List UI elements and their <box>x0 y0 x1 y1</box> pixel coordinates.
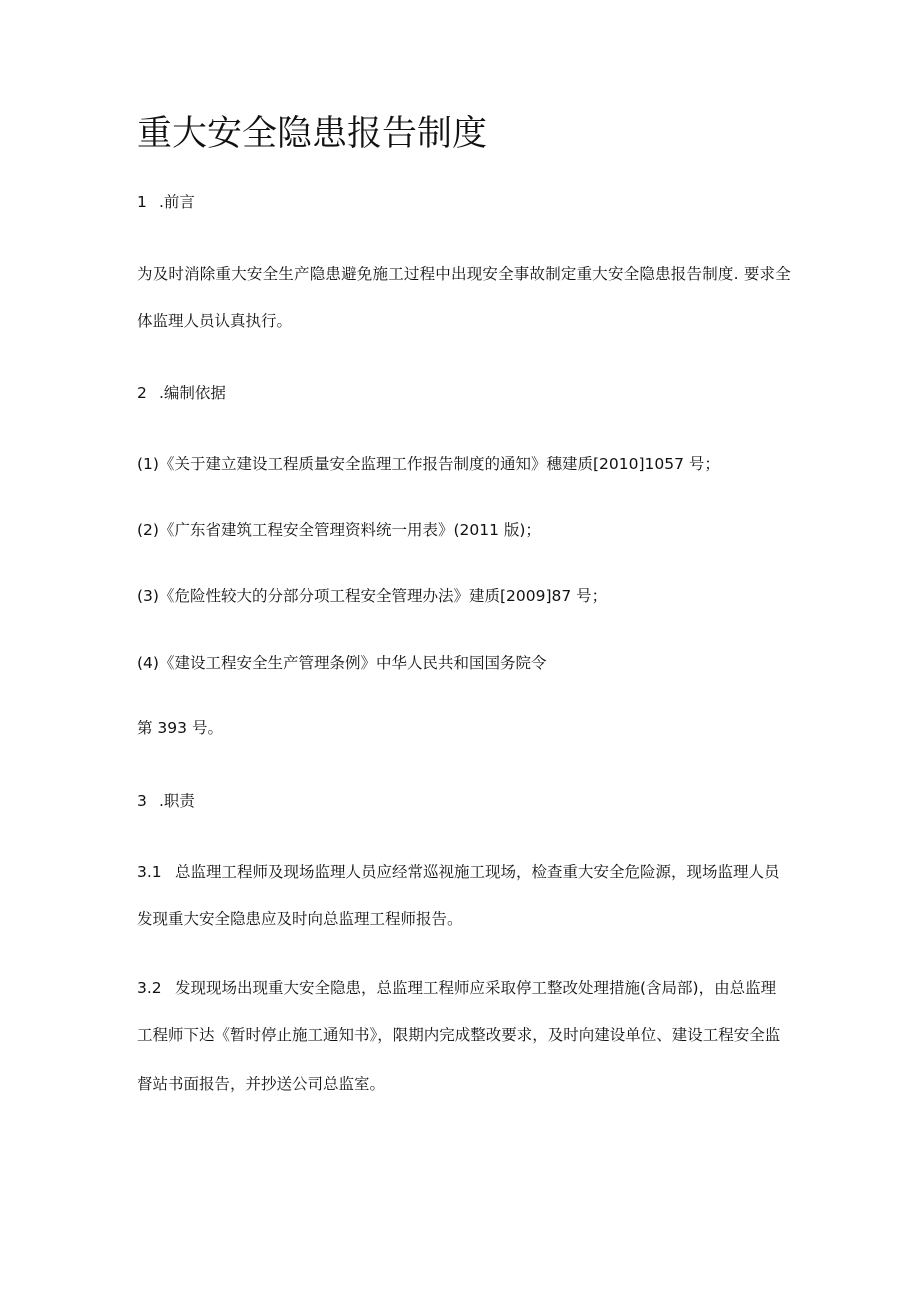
subsection-number: 3.1 <box>137 863 162 881</box>
reference-item-continuation: 第 393 号。 <box>137 719 223 737</box>
paragraph-line: 工程师下达《暂时停止施工通知书》，限期内完成整改要求，及时向建设单位、建设工程安全监 <box>137 1026 781 1044</box>
section-heading-3 <box>137 790 195 812</box>
subsection-text: 总监理工程师及现场监理人员应经常巡视施工现场，检查重大安全危险源，现场监理人员 <box>175 863 780 881</box>
subsection-text: 发现现场出现重大安全隐患，总监理工程师应采取停工整改处理措施(含局部)，由总监理 <box>175 979 777 997</box>
subsection-number: 3.2 <box>137 979 162 997</box>
subsection-3-1 <box>137 861 780 883</box>
section-number: 1 <box>137 193 147 211</box>
paragraph-line: 为及时消除重大安全生产隐患避免施工过程中出现安全事故制定重大安全隐患报告制度. 要求全 <box>137 265 791 283</box>
section-number: 2 <box>137 384 147 402</box>
reference-item: (1)《关于建立建设工程质量安全监理工作报告制度的通知》穗建质[2010]1057 号； <box>137 455 720 473</box>
section-number: 3 <box>137 792 147 810</box>
reference-item: (3)《危险性较大的分部分项工程安全管理办法》建质[2009]87 号； <box>137 587 608 605</box>
section-heading-text: .职责 <box>159 792 195 810</box>
reference-item: (4)《建设工程安全生产管理条例》中华人民共和国国务院令 <box>137 654 547 672</box>
reference-item: (2)《广东省建筑工程安全管理资料统一用表》(2011 版)； <box>137 521 541 539</box>
section-heading-text: .前言 <box>159 193 195 211</box>
paragraph-line: 督站书面报告，并抄送公司总监室。 <box>137 1075 386 1093</box>
section-heading-2 <box>137 382 226 404</box>
section-heading-text: .编制依据 <box>159 384 226 402</box>
page-title: 重大安全隐患报告制度 <box>137 114 488 154</box>
subsection-3-2 <box>137 977 776 999</box>
paragraph-line: 发现重大安全隐患应及时向总监理工程师报告。 <box>137 910 463 928</box>
section-heading-1 <box>137 191 195 213</box>
paragraph-line: 体监理人员认真执行。 <box>137 312 293 330</box>
